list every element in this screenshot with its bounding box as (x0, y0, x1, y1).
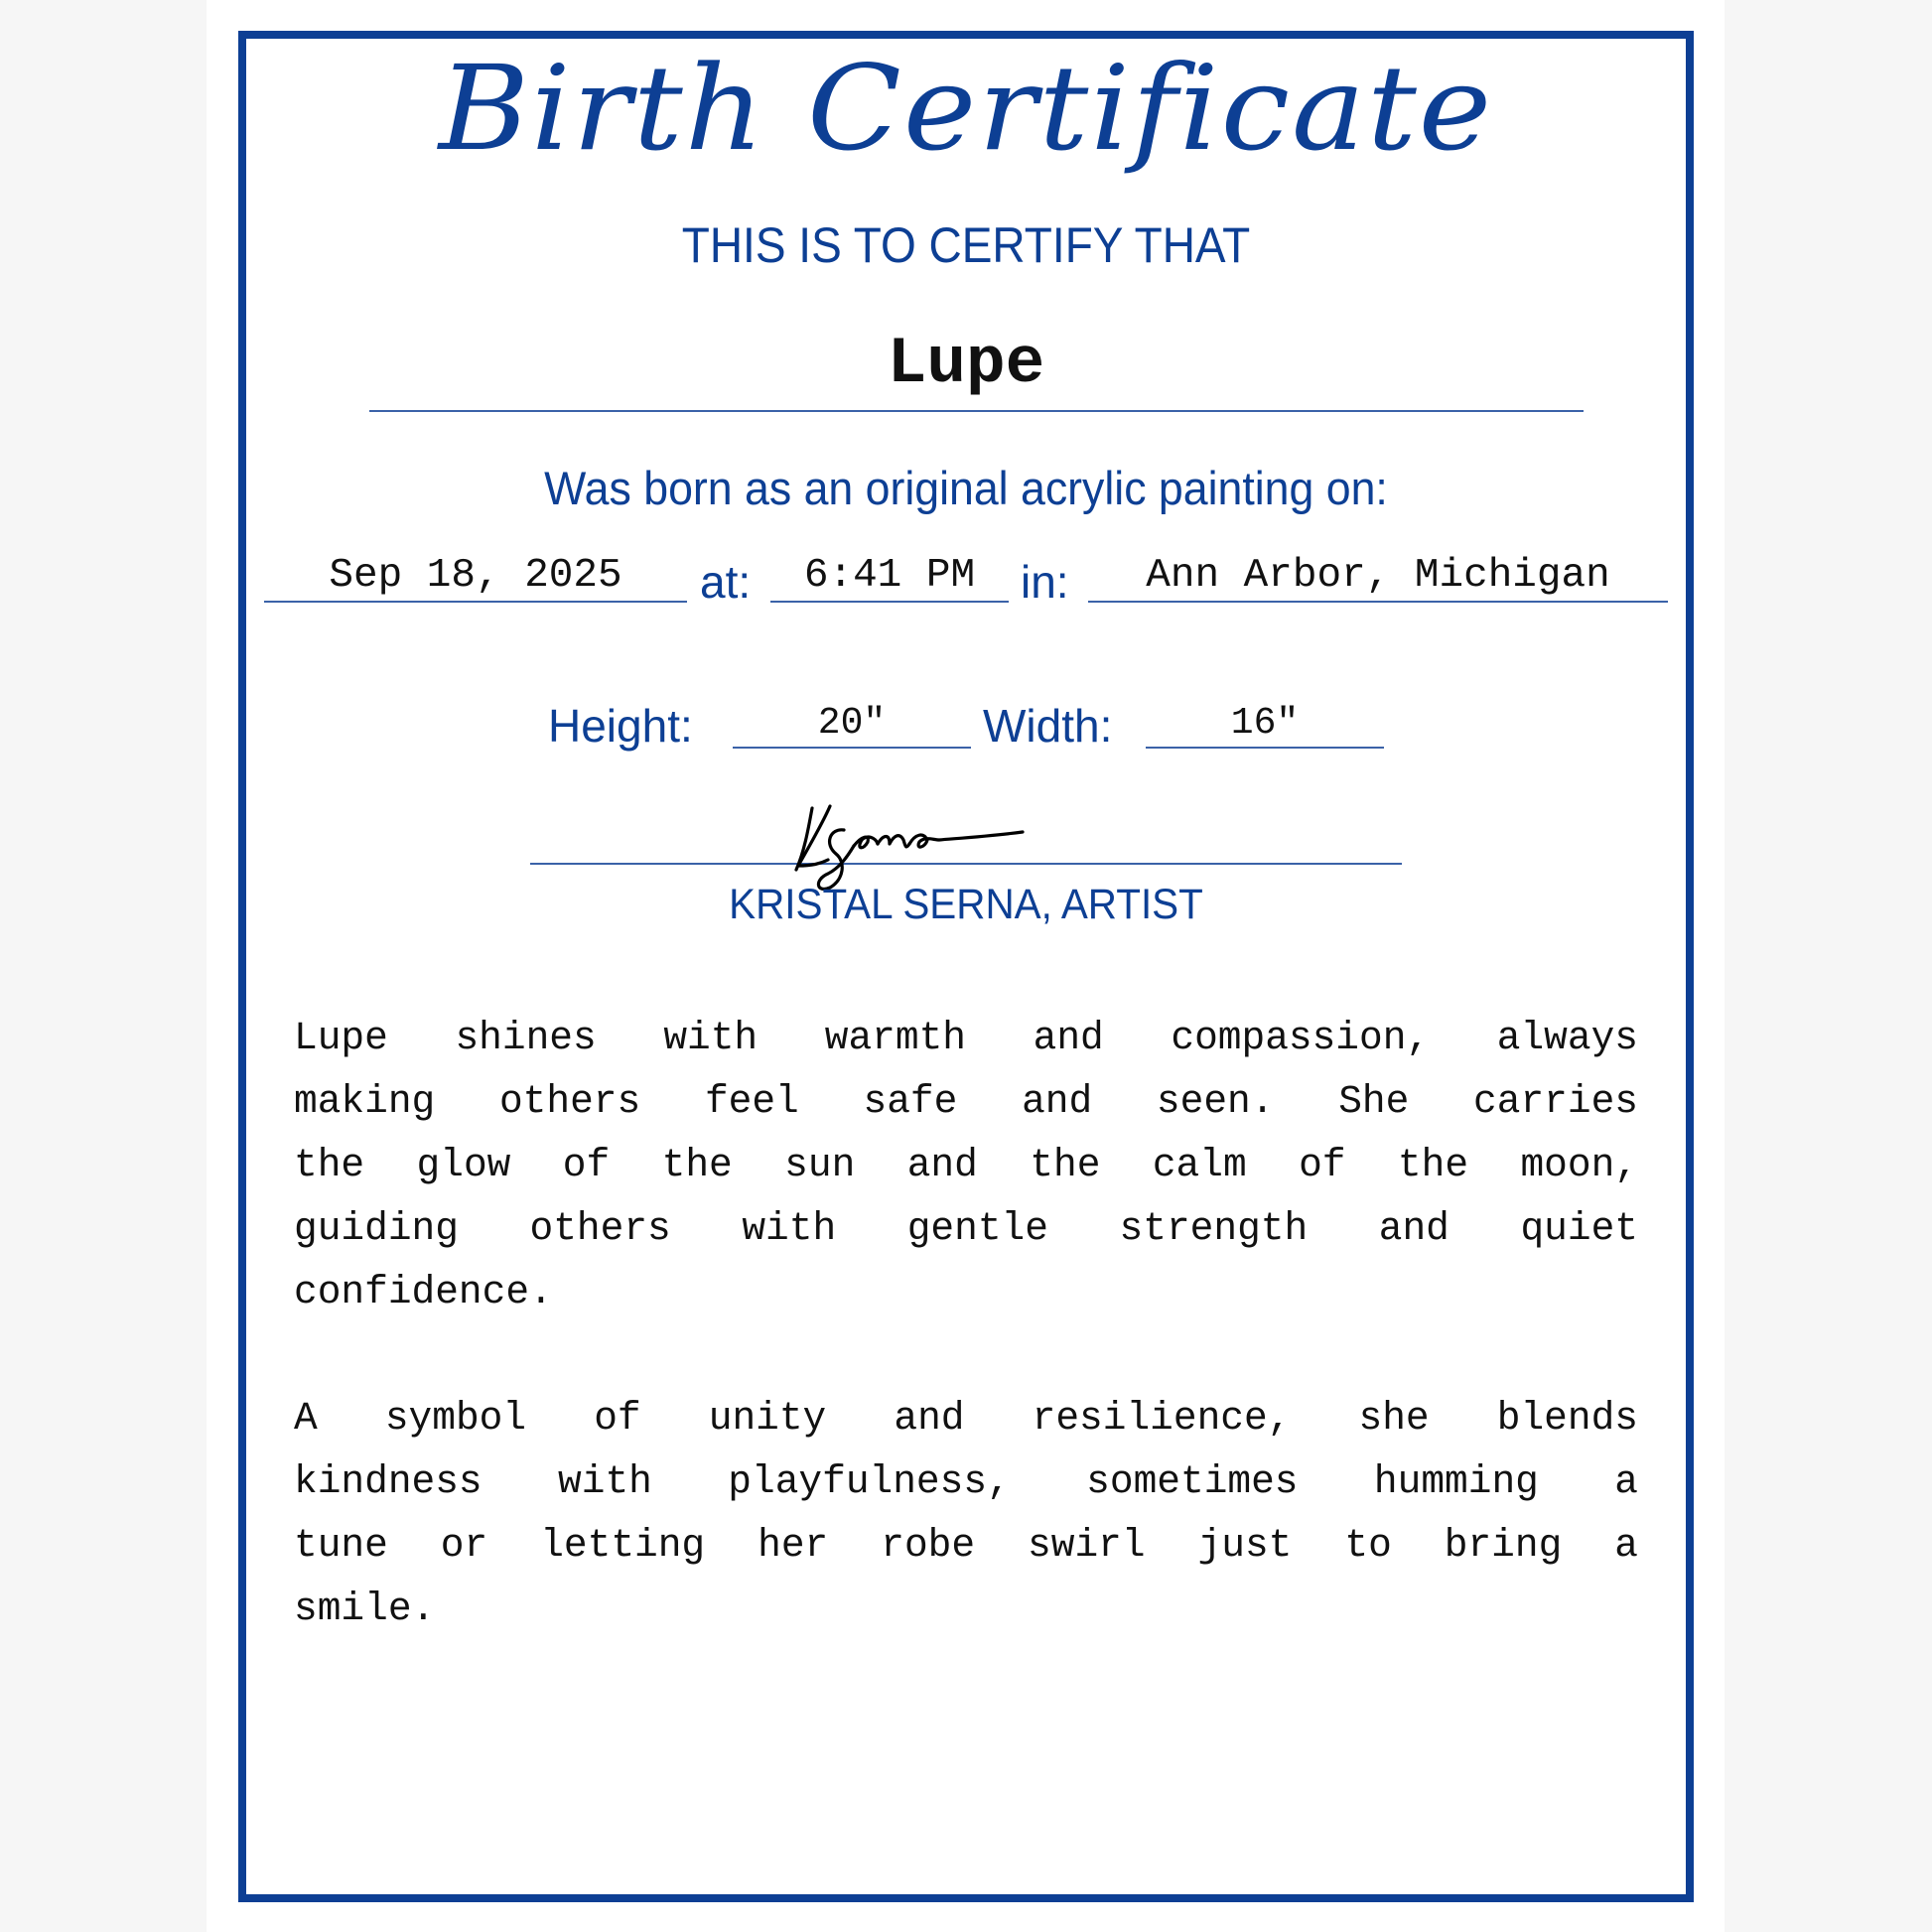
artist-name: KRISTAL SERNA, ARTIST (729, 881, 1203, 928)
paragraph-line: kindness with playfulness, sometimes humming a (294, 1459, 1638, 1504)
birth-date-value: Sep 18, 2025 (329, 553, 622, 599)
paragraph-line: making others feel safe and seen. She carries (294, 1079, 1638, 1124)
height-label: Height: (548, 700, 693, 752)
description-paragraph-2 (294, 1387, 1638, 1641)
time-underline (770, 601, 1009, 603)
height-underline (733, 747, 971, 749)
paragraph-line: confidence. (294, 1270, 553, 1314)
date-underline (264, 601, 687, 603)
painting-name: Lupe (887, 327, 1045, 401)
paragraph-line: tune or letting her robe swirl just to bring a (294, 1523, 1638, 1568)
paragraph-line: Lupe shines with warmth and compassion, always (294, 1016, 1638, 1060)
width-value: 16" (1230, 702, 1300, 745)
paragraph-line: the glow of the sun and the calm of the moon, (294, 1143, 1638, 1187)
birth-location-value: Ann Arbor, Michigan (1146, 553, 1610, 599)
at-label: at: (700, 556, 752, 608)
width-label: Width: (983, 700, 1113, 752)
birth-time-value: 6:41 PM (803, 553, 976, 599)
height-value: 20" (817, 702, 887, 745)
certify-subtitle: THIS IS TO CERTIFY THAT (681, 217, 1251, 273)
name-underline (369, 410, 1584, 412)
description-paragraph-1 (294, 1007, 1638, 1324)
born-statement: Was born as an original acrylic painting on: (544, 462, 1388, 514)
width-underline (1146, 747, 1384, 749)
paragraph-line: guiding others with gentle strength and quiet (294, 1206, 1638, 1251)
certificate-title: Birth Certificate (438, 41, 1494, 178)
in-label: in: (1021, 556, 1069, 608)
paragraph-line: A symbol of unity and resilience, she blends (294, 1396, 1638, 1441)
location-underline (1088, 601, 1668, 603)
paragraph-line: smile. (294, 1587, 436, 1631)
